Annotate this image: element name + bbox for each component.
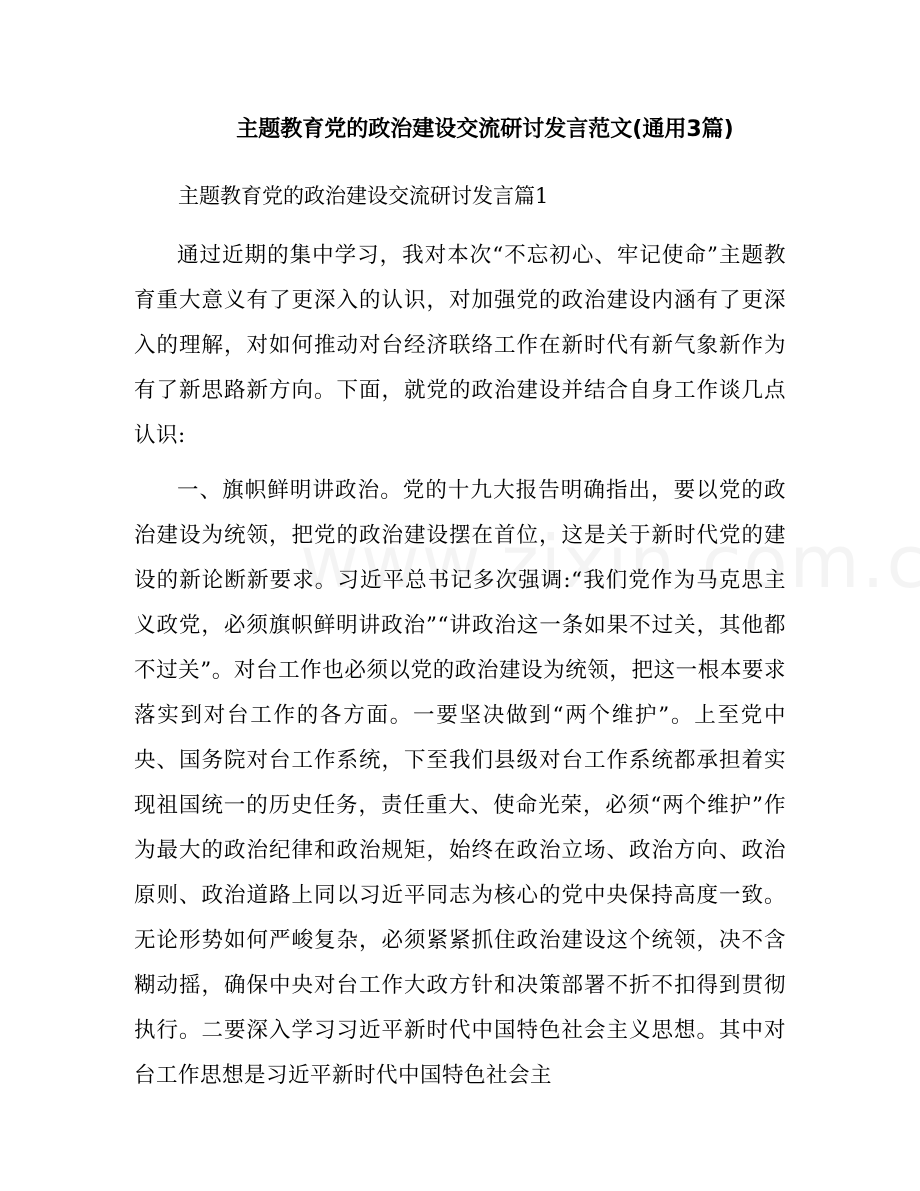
paragraph-intro: 通过近期的集中学习，我对本次“不忘初心、牢记使命”主题教育重大意义有了更深入的认识，对加强党的政治建设内涵有了更深入的理解，对如何推动对台经济联络工作在新时代有新气象新作为有了新思路新方向。下面，就党的政治建设并结合自身工作谈几点认识:	[134, 243, 786, 448]
section-heading: 主题教育党的政治建设交流研讨发言篇1	[178, 184, 549, 208]
document-title: 主题教育党的政治建设交流研讨发言范文(通用3篇)	[236, 117, 734, 142]
paragraph-section-one: 一、旗帜鲜明讲政治。党的十九大报告明确指出，要以党的政治建设为统领，把党的政治建设摆在首位，这是关于新时代党的建设的新论断新要求。习近平总书记多次强调:“我们党作为马克思主义政党，必须旗帜鲜明讲政治”“讲政治这一条如果不过关，其他都不过关”。对台工作也必须以党的政治建设为统领，把这一根本要求落实到对台工作的各方面。一要坚决做到“两个维护”。上至党中央、国务院对台工作系统，下至我们县级对台工作系统都承担着实现祖国统一的历史任务，责任重大、使命光荣，必须“两个维护”作为最大的政治纪律和政治规矩，始终在政治立场、政治方向、政治原则、政治道路上同以习近平同志为核心的党中央保持高度一致。无论形势如何严峻复杂，必须紧紧抓住政治建设这个统领，决不含糊动摇，确保中央对台工作大政方针和决策部署不折不扣得到贯彻执行。二要深入学习习近平新时代中国特色社会主义思想。其中对台工作思想是习近平新时代中国特色社会主	[134, 478, 786, 1088]
